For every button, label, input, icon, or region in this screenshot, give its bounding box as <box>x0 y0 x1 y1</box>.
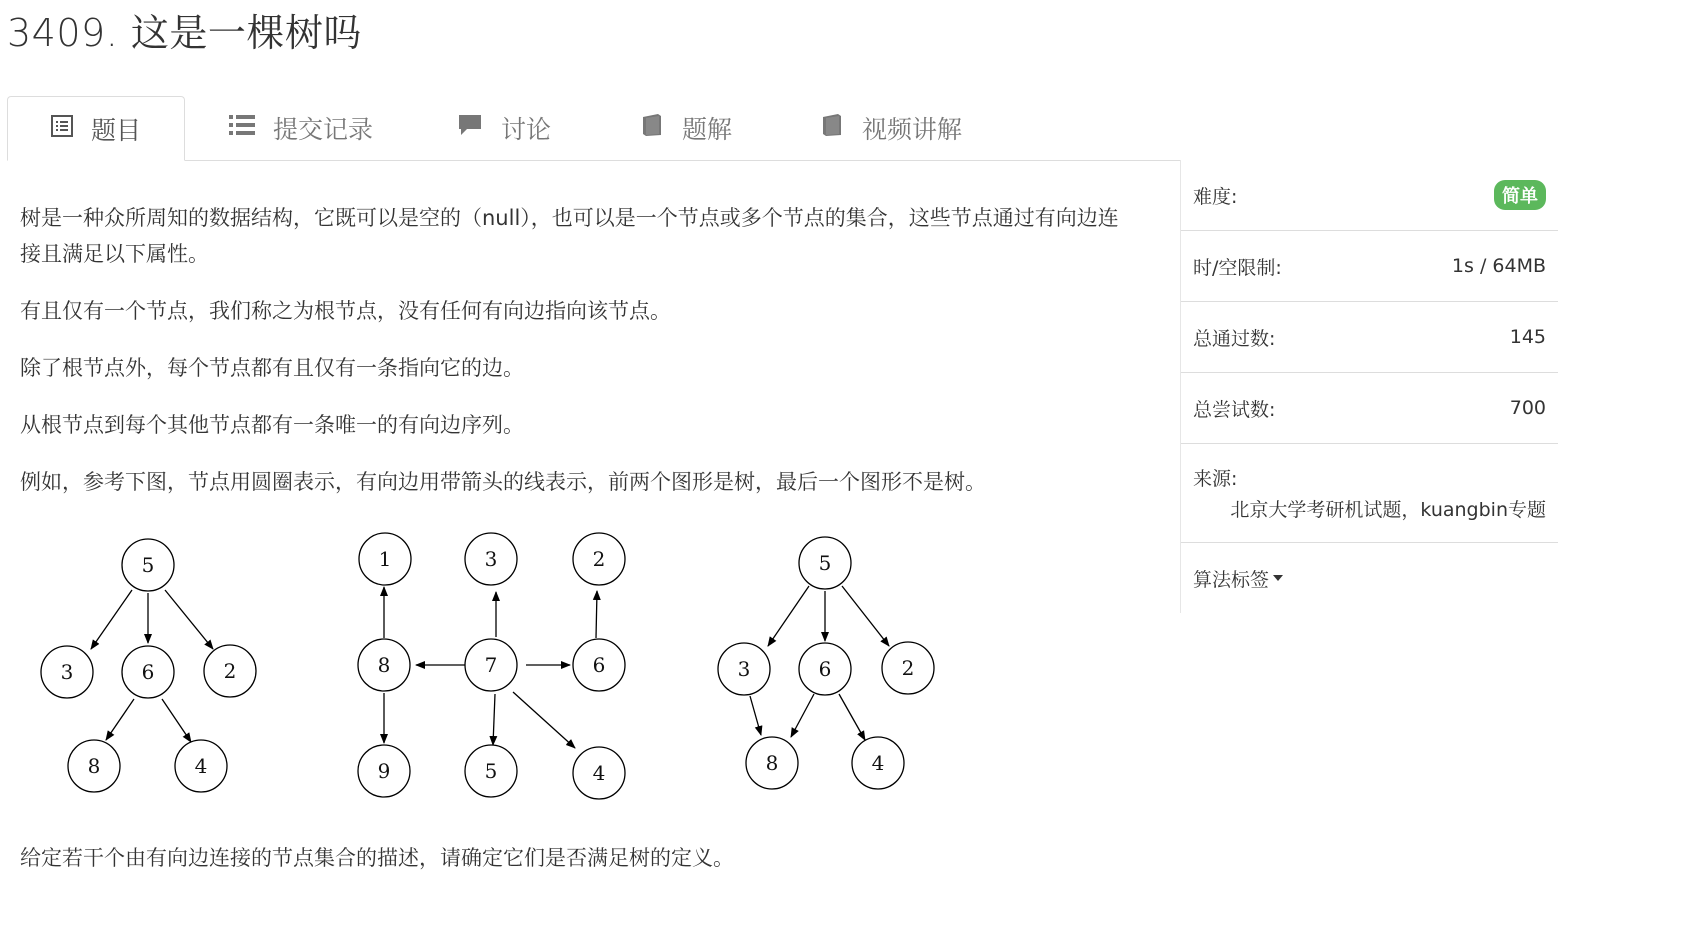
node-label: 8 <box>377 653 391 677</box>
tree-graph-2 <box>358 533 625 799</box>
node-label: 5 <box>818 551 832 575</box>
attempts-value: 700 <box>1509 397 1546 419</box>
difficulty-label: 难度: <box>1193 185 1238 208</box>
problem-description <box>20 200 1160 500</box>
node-label: 3 <box>737 657 751 681</box>
accepted-row <box>1181 302 1558 373</box>
difficulty-row <box>1181 160 1558 231</box>
node-label: 6 <box>141 660 155 684</box>
tab-video[interactable] <box>820 96 962 159</box>
tab-label: 提交记录 <box>273 114 374 144</box>
node-label: 2 <box>223 659 237 683</box>
description-paragraph: 从根节点到每个其他节点都有一条唯一的有向边序列。 <box>20 413 524 437</box>
tree-examples-figure <box>20 525 950 815</box>
description-paragraph: 例如，参考下图，节点用圆圈表示，有向边用带箭头的线表示，前两个图形是树，最后一个图形不是树。 <box>20 470 986 494</box>
tab-solutions[interactable] <box>640 96 732 159</box>
description-paragraph: 有且仅有一个节点，我们称之为根节点，没有任何有向边指向该节点。 <box>20 299 671 323</box>
node-label: 2 <box>592 547 606 571</box>
tab-label: 题目 <box>90 115 141 145</box>
page-title: 3409. 这是一棵树吗 <box>7 11 362 55</box>
tab-submissions[interactable] <box>229 96 373 159</box>
node-label: 7 <box>484 653 498 677</box>
node-label: 2 <box>901 656 915 680</box>
source-label: 来源: <box>1193 468 1238 490</box>
attempts-row <box>1181 373 1558 444</box>
algorithm-tags-label: 算法标签 <box>1193 568 1270 591</box>
caret-down-icon <box>1273 575 1283 581</box>
difficulty-badge: 简单 <box>1494 180 1546 210</box>
accepted-label: 总通过数: <box>1193 327 1276 350</box>
node-label: 6 <box>592 653 606 677</box>
accepted-value: 145 <box>1509 326 1546 348</box>
node-label: 4 <box>592 761 606 785</box>
problem-description-continued <box>20 840 1160 876</box>
algorithm-tags-toggle[interactable] <box>1181 543 1558 613</box>
tab-label: 题解 <box>682 114 733 144</box>
problem-info-panel <box>1180 160 1558 613</box>
node-label: 6 <box>818 657 832 681</box>
limit-value: 1s / 64MB <box>1451 255 1546 277</box>
node-label: 9 <box>377 759 391 783</box>
source-value: 北京大学考研机试题，kuangbin专题 <box>1230 499 1546 521</box>
source-row <box>1181 444 1558 543</box>
attempts-label: 总尝试数: <box>1193 398 1276 421</box>
node-label: 3 <box>484 547 498 571</box>
comment-icon <box>457 113 483 143</box>
node-label: 5 <box>141 553 155 577</box>
node-label: 5 <box>484 759 498 783</box>
description-paragraph: 树是一种众所周知的数据结构，它既可以是空的（null），也可以是一个节点或多个节点的集合，这些节点通过有向边连接且满足以下属性。 <box>20 206 1119 266</box>
limit-row <box>1181 231 1558 302</box>
node-label: 1 <box>378 547 392 571</box>
list-icon <box>229 113 255 142</box>
description-paragraph: 除了根节点外，每个节点都有且仅有一条指向它的边。 <box>20 356 524 380</box>
non-tree-graph <box>718 537 934 789</box>
book-icon <box>640 113 664 143</box>
limit-label: 时/空限制: <box>1193 256 1282 279</box>
list-alt-icon <box>51 114 73 143</box>
problem-tabs <box>7 96 1557 161</box>
book-icon <box>820 113 844 143</box>
tab-label: 讨论 <box>501 114 552 144</box>
node-label: 8 <box>87 754 101 778</box>
tab-label: 视频讲解 <box>862 114 963 144</box>
tree-graph-1 <box>41 539 256 792</box>
node-label: 4 <box>194 754 208 778</box>
node-label: 4 <box>871 751 885 775</box>
tab-problem[interactable] <box>7 96 185 161</box>
tab-discussion[interactable] <box>457 96 551 159</box>
description-paragraph: 给定若干个由有向边连接的节点集合的描述，请确定它们是否满足树的定义。 <box>20 846 734 870</box>
node-label: 3 <box>60 660 74 684</box>
node-label: 8 <box>765 751 779 775</box>
